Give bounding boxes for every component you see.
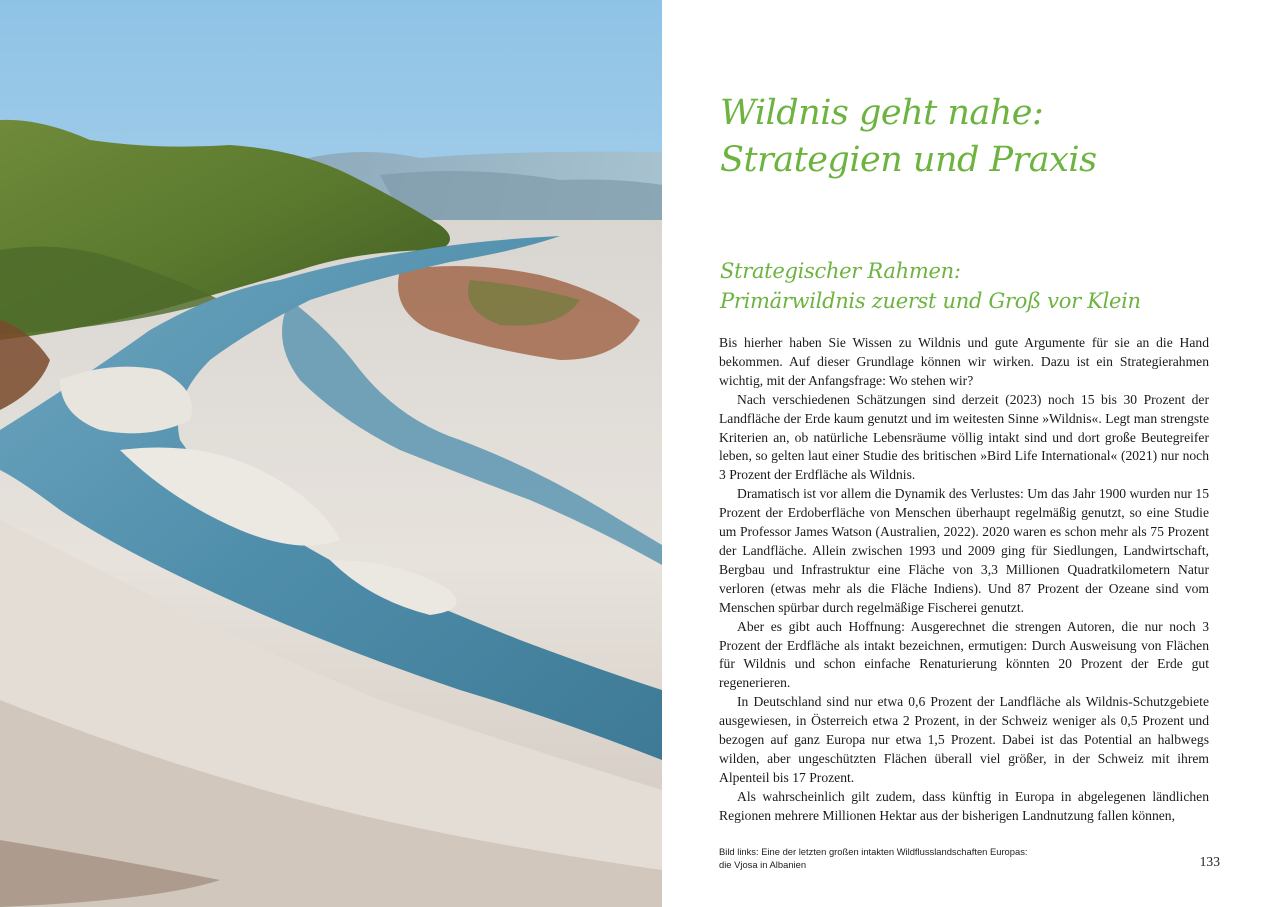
chapter-title (720, 90, 1260, 184)
caption-line-2: die Vjosa in Albanien (719, 859, 807, 870)
section-title-line-1: Strategischer Rahmen: (720, 259, 961, 283)
body-text (719, 334, 1209, 826)
paragraph-5: In Deutschland sind nur etwa 0,6 Prozent der Landfläche als Wildnis-Schutzgebiete ausgewiesen, in Österreich etwa 2 Prozent, in der Schweiz weniger als 0,5 Prozent und bezogen auf ganz Europa nur etwa 1,5 Prozent. Dabei ist das Potential an halbwegs wilden, aber ungeschützten Flächen überall viel größer, in der Schweiz mit ihrem Alpenteil bis 17 Prozent. (719, 694, 1209, 785)
paragraph-1: Bis hierher haben Sie Wissen zu Wildnis und gute Argumente für sie an die Hand bekommen. Auf dieser Grundlage können wir wirken. Dazu ist ein Strategierahmen wichtig, mit der Anfangsfrage: Wo stehen wir? (719, 335, 1209, 388)
text-page (662, 0, 1285, 907)
paragraph-4: Aber es gibt auch Hoffnung: Ausgerechnet die strengen Autoren, die nur noch 3 Prozent der Erdfläche als intakt bezeichnen, ermutigen: Durch Ausweisung von Flächen für Wildnis und schon einfache Renaturierung könnten 20 Prozent der Erde gut regenerieren. (719, 618, 1209, 691)
chapter-title-line-1: Wildnis geht nahe: (720, 93, 1044, 133)
paragraph-3: Dramatisch ist vor allem die Dynamik des Verlustes: Um das Jahr 1900 wurden nur 15 Prozent der Erdoberfläche von Menschen überhaupt regelmäßig genutzt, so eine Studie um Professor James Watson (Australien, 2022). 2020 waren es schon mehr als 75 Prozent der Landfläche. Allein zwischen 1993 und 2009 ging für Siedlungen, Landwirtschaft, Bergbau und Infrastruktur eine Fläche von 3,3 Millionen Quadratkilometern Natur verloren (etwas mehr als die Fläche Indiens). Und 87 Prozent der Ozeane sind vom Menschen spürbar durch regelmäßige Fischerei genutzt. (719, 486, 1209, 615)
photo-caption (719, 845, 1079, 871)
section-title (720, 256, 1260, 316)
paragraph-2: Nach verschiedenen Schätzungen sind derzeit (2023) noch 15 bis 30 Prozent der Landfläche der Erde kaum genutzt und im weitesten Sinne »Wildnis«. Legt man strengste Kriterien an, ob natürliche Lebensräume völlig intakt sind und dort große Beutegreifer leben, so gelten laut einer Studie des britischen »Bird Life International« (2021) nur noch 3 Prozent der Erdfläche als Wildnis. (719, 391, 1209, 483)
caption-line-1: Bild links: Eine der letzten großen intakten Wildflusslandschaften Europas: (719, 846, 1028, 857)
chapter-title-line-2: Strategien und Praxis (720, 140, 1097, 180)
paragraph-6: Als wahrscheinlich gilt zudem, dass künftig in Europa in abgelegenen ländlichen Regionen mehrere Millionen Hektar aus der bisherigen Landnutzung fallen können, (719, 788, 1209, 823)
page-number: 133 (1199, 854, 1220, 869)
section-title-line-2: Primärwildnis zuerst und Groß vor Klein (720, 289, 1141, 313)
